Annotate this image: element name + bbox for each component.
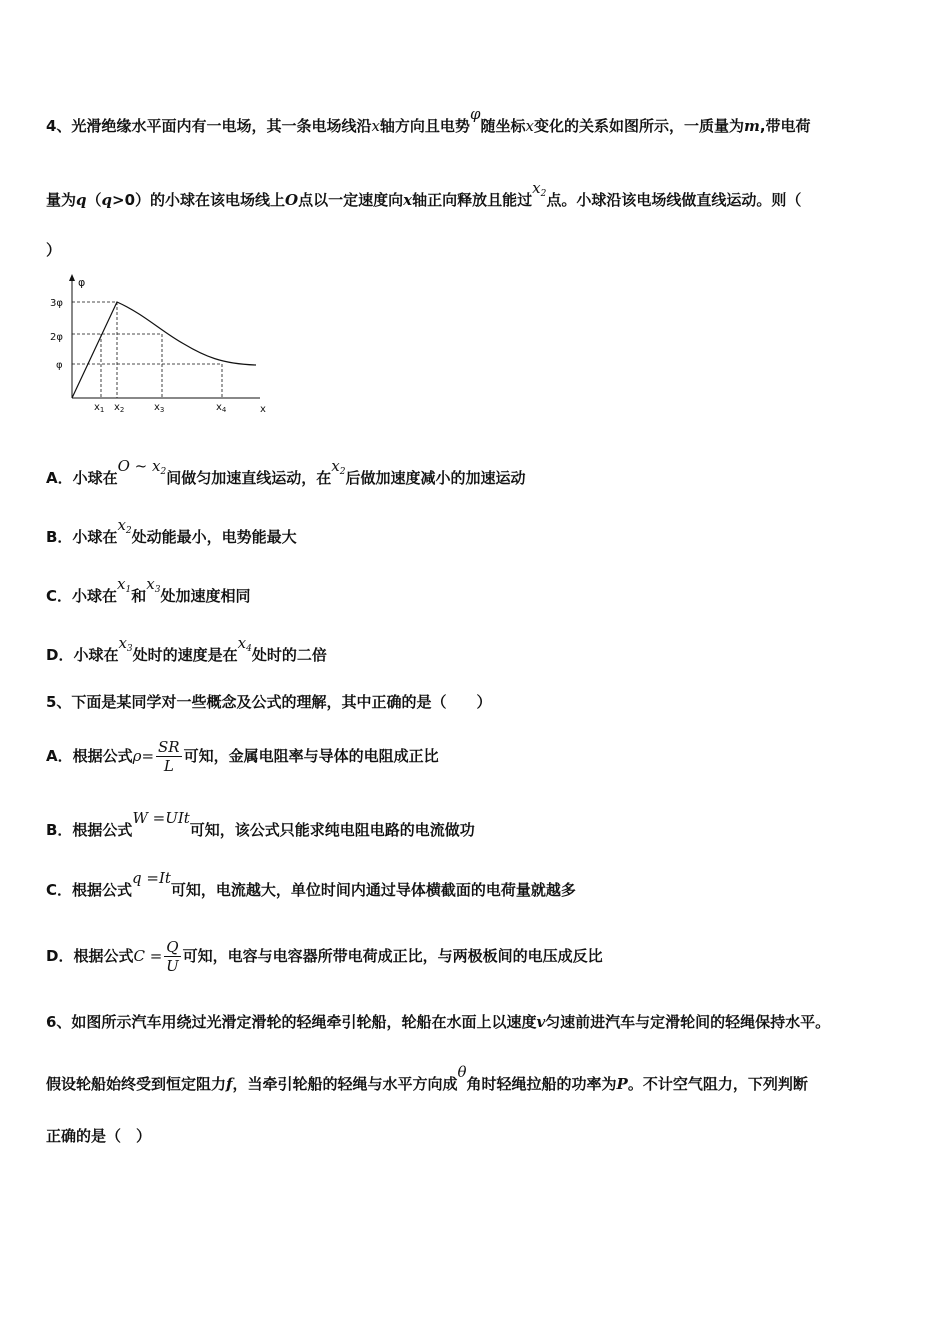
option-text: 和 (131, 587, 147, 605)
q6-stem-line1 (46, 1012, 830, 1032)
var-x: x (237, 634, 247, 652)
var-x: x (403, 191, 413, 209)
q6-text: 6、如图所示汽车用绕过光滑定滑轮的轻绳牵引轮船，轮船在水面上以速度 (46, 1013, 537, 1031)
q4-option-c[interactable] (46, 575, 251, 612)
option-text: 处时的速度是在 (132, 646, 238, 664)
option-text: 处动能最小，电势能最大 (131, 528, 297, 546)
q6-text: ，当牵引轮船的轻绳与水平方向成 (232, 1075, 458, 1093)
var-O: O (285, 191, 299, 209)
q5-stem (46, 692, 491, 712)
var-theta: θ (457, 1063, 467, 1081)
var-v: v (536, 1013, 546, 1031)
y-tick-3phi: 3φ (50, 298, 63, 309)
option-text: 可知，该公式只能求纯电阻电路的电流做功 (189, 821, 475, 839)
option-text: 可知，金属电阻率与导体的电阻成正比 (183, 747, 439, 765)
q6-text: 匀速前进汽车与定滑轮间的轻绳保持水平。 (545, 1013, 831, 1031)
q4-text: 随坐标 (480, 117, 526, 135)
phi-curve (72, 302, 256, 398)
q5-option-c[interactable] (46, 869, 576, 900)
x-tick-x3: $x_3$ (154, 402, 165, 414)
option-label: C．小球在 (46, 587, 118, 605)
option-text: 处加速度相同 (160, 587, 251, 605)
y-tick-2phi: 2φ (50, 332, 63, 343)
var-x: x (525, 117, 534, 135)
option-label: D．小球在 (46, 646, 119, 664)
x-axis-label: x (260, 404, 266, 415)
var-q: q (101, 191, 113, 209)
var-x: x (331, 457, 340, 475)
subscript: 4 (246, 644, 252, 654)
subscript: 3 (154, 585, 161, 595)
q4-stem-line3 (46, 240, 61, 260)
var-x: x (117, 516, 126, 534)
q6-text: 。不计空气阻力，下列判断 (627, 1075, 808, 1093)
option-label: C．根据公式 (46, 881, 133, 899)
var-f: f (226, 1075, 233, 1093)
q4-text: 点。小球沿该电场线做直线运动。则（ (546, 191, 802, 209)
y-tick-phi: φ (56, 360, 63, 371)
formula: W =UIt (132, 809, 190, 827)
option-label: D．根据公式 (46, 947, 134, 965)
denominator: L (163, 757, 174, 775)
q6-text: 正确的是（ ） (46, 1127, 152, 1145)
formula-lhs: ρ= (132, 747, 155, 765)
q4-text: 点以一定速度向 (298, 191, 404, 209)
option-label: B．根据公式 (46, 821, 133, 839)
q6-stem-line2 (46, 1063, 808, 1094)
option-label: A．小球在 (46, 469, 118, 487)
q4-text: 量为 (46, 191, 77, 209)
option-text: 后做加速度减小的加速运动 (345, 469, 526, 487)
var-x: x (371, 117, 380, 135)
q4-text: 变化的关系如图所示，一质量为 (533, 117, 744, 135)
q4-stem-line2 (46, 179, 802, 216)
subscript: 2 (160, 467, 167, 477)
option-text: 可知，电容与电容器所带电荷成正比，与两极板间的电压成反比 (182, 947, 603, 965)
q5-text: 5、下面是某同学对一些概念及公式的理解，其中正确的是（ ） (46, 693, 492, 711)
q4-option-a[interactable] (46, 457, 526, 494)
subscript: 1 (125, 585, 132, 595)
q4-text: ） (46, 241, 62, 259)
x-tick-x4: $x_4$ (216, 402, 227, 414)
fraction (164, 938, 180, 975)
q6-text: 假设轮船始终受到恒定阻力 (46, 1075, 227, 1093)
y-axis-label: φ (78, 276, 86, 289)
var-phi: φ (469, 105, 481, 123)
math-range: O ~ x (117, 457, 161, 475)
formula: q =It (132, 869, 171, 887)
q6-stem-line3 (46, 1126, 151, 1146)
fraction (156, 738, 182, 775)
option-label: B．小球在 (46, 528, 118, 546)
option-label: A．根据公式 (46, 747, 133, 765)
q4-text: （ (86, 191, 102, 209)
q4-text: ,带电荷 (759, 117, 811, 135)
numerator: Q (166, 938, 179, 956)
subscript: 2 (125, 526, 132, 536)
x-tick-x2: $x_2$ (114, 402, 125, 414)
q4-stem-line1 (46, 105, 811, 136)
q4-option-d[interactable] (46, 634, 327, 671)
q4-text: 轴正向释放且能过 (412, 191, 533, 209)
var-q: q (76, 191, 87, 209)
q5-option-d[interactable] (46, 936, 603, 976)
subscript: 3 (126, 644, 133, 654)
numerator: SR (158, 738, 180, 756)
q5-option-a[interactable] (46, 736, 439, 776)
var-x: x (117, 575, 126, 593)
phi-x-graph (44, 272, 284, 418)
q4-text: >0）的小球在该电场线上 (112, 191, 286, 209)
subscript: 2 (540, 189, 547, 199)
q6-text: 角时轻绳拉船的功率为 (466, 1075, 617, 1093)
var-x: x (532, 179, 541, 197)
option-text: 处时的二倍 (251, 646, 327, 664)
q4-option-b[interactable] (46, 516, 297, 553)
x-tick-x1: $x_1$ (94, 402, 105, 414)
option-text: 间做匀加速直线运动，在 (166, 469, 332, 487)
var-x: x (118, 634, 127, 652)
q4-text: 轴方向且电势 (379, 117, 470, 135)
option-text: 可知，电流越大，单位时间内通过导体横截面的电荷量就越多 (170, 881, 576, 899)
var-P: P (616, 1075, 628, 1093)
var-m: m (743, 117, 760, 135)
formula-lhs: C = (133, 947, 163, 965)
q5-option-b[interactable] (46, 809, 475, 840)
q4-text: 4、光滑绝缘水平面内有一电场，其一条电场线沿 (46, 117, 372, 135)
y-axis-arrow (69, 274, 75, 281)
subscript: 2 (339, 467, 346, 477)
denominator: U (166, 957, 179, 975)
var-x: x (146, 575, 155, 593)
